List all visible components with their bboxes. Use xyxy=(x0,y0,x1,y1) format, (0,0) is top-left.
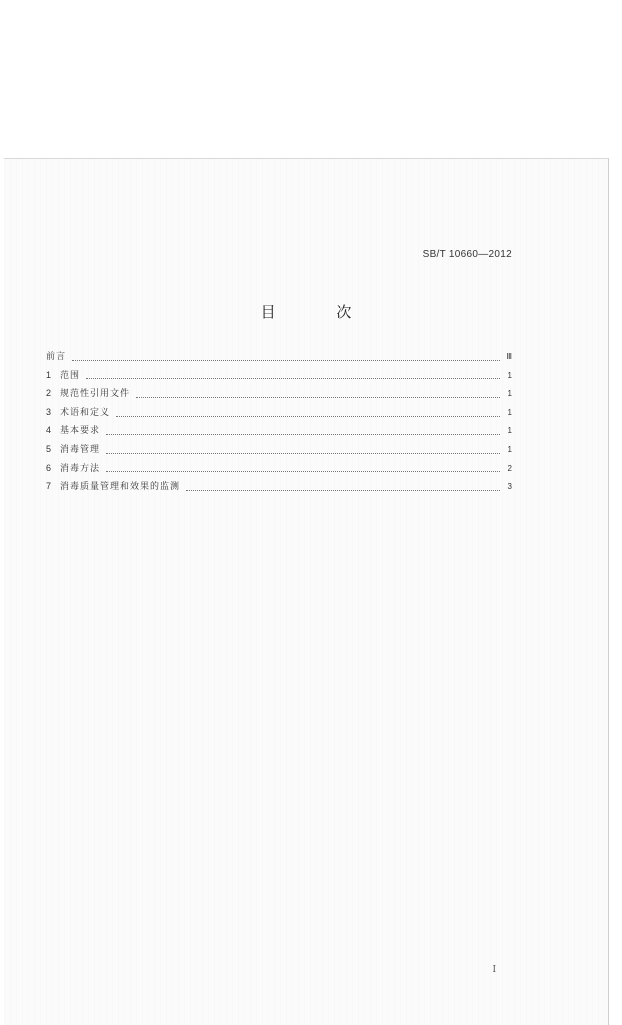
toc-entry-label: 术语和定义 xyxy=(60,407,111,418)
toc-entry-foreword[interactable] xyxy=(46,349,512,368)
toc-entry-number: 1 xyxy=(46,369,52,380)
toc-entry-page: 1 xyxy=(507,389,512,399)
toc-entry-number: 7 xyxy=(46,481,52,492)
toc-entry-1[interactable] xyxy=(46,368,512,387)
toc-entry-page: Ⅲ xyxy=(506,352,512,361)
toc-entry-6[interactable] xyxy=(46,461,512,480)
document-code: SB/T 10660—2012 xyxy=(422,249,512,260)
page-number: I xyxy=(492,965,496,975)
toc-entry-label: 基本要求 xyxy=(60,426,101,437)
toc-entry-page: 2 xyxy=(507,463,512,473)
toc-leader-dots xyxy=(72,360,500,361)
toc-entry-2[interactable] xyxy=(46,386,512,405)
toc-leader-dots xyxy=(106,471,500,472)
toc-leader-dots xyxy=(106,434,500,435)
toc-leader-dots xyxy=(136,397,500,398)
page-title: 目 次 xyxy=(260,303,380,321)
toc-entry-7[interactable] xyxy=(46,479,512,498)
toc-leader-dots xyxy=(116,416,500,417)
toc-entry-page: 3 xyxy=(507,482,512,492)
toc-entry-page: 1 xyxy=(507,426,512,436)
toc-entry-number: 2 xyxy=(46,388,52,399)
toc-entry-3[interactable] xyxy=(46,405,512,424)
table-of-contents xyxy=(46,349,512,498)
toc-entry-number: 5 xyxy=(46,443,52,454)
toc-leader-dots xyxy=(106,453,500,454)
toc-entry-label: 消毒管理 xyxy=(60,444,101,455)
toc-entry-4[interactable] xyxy=(46,423,512,442)
document-page xyxy=(4,158,609,1025)
toc-entry-label: 规范性引用文件 xyxy=(60,389,131,400)
toc-entry-page: 1 xyxy=(507,444,512,454)
toc-leader-dots xyxy=(86,378,500,379)
toc-entry-label: 消毒质量管理和效果的监测 xyxy=(60,482,181,493)
toc-entry-5[interactable] xyxy=(46,442,512,461)
toc-entry-page: 1 xyxy=(507,407,512,417)
toc-entry-page: 1 xyxy=(507,370,512,380)
toc-entry-label: 消毒方法 xyxy=(60,463,101,474)
toc-entry-number: 4 xyxy=(46,425,52,436)
toc-entry-label: 前言 xyxy=(46,352,67,362)
toc-entry-label: 范围 xyxy=(60,370,81,381)
toc-leader-dots xyxy=(186,490,500,491)
toc-entry-number: 6 xyxy=(46,462,52,473)
toc-entry-number: 3 xyxy=(46,406,52,417)
